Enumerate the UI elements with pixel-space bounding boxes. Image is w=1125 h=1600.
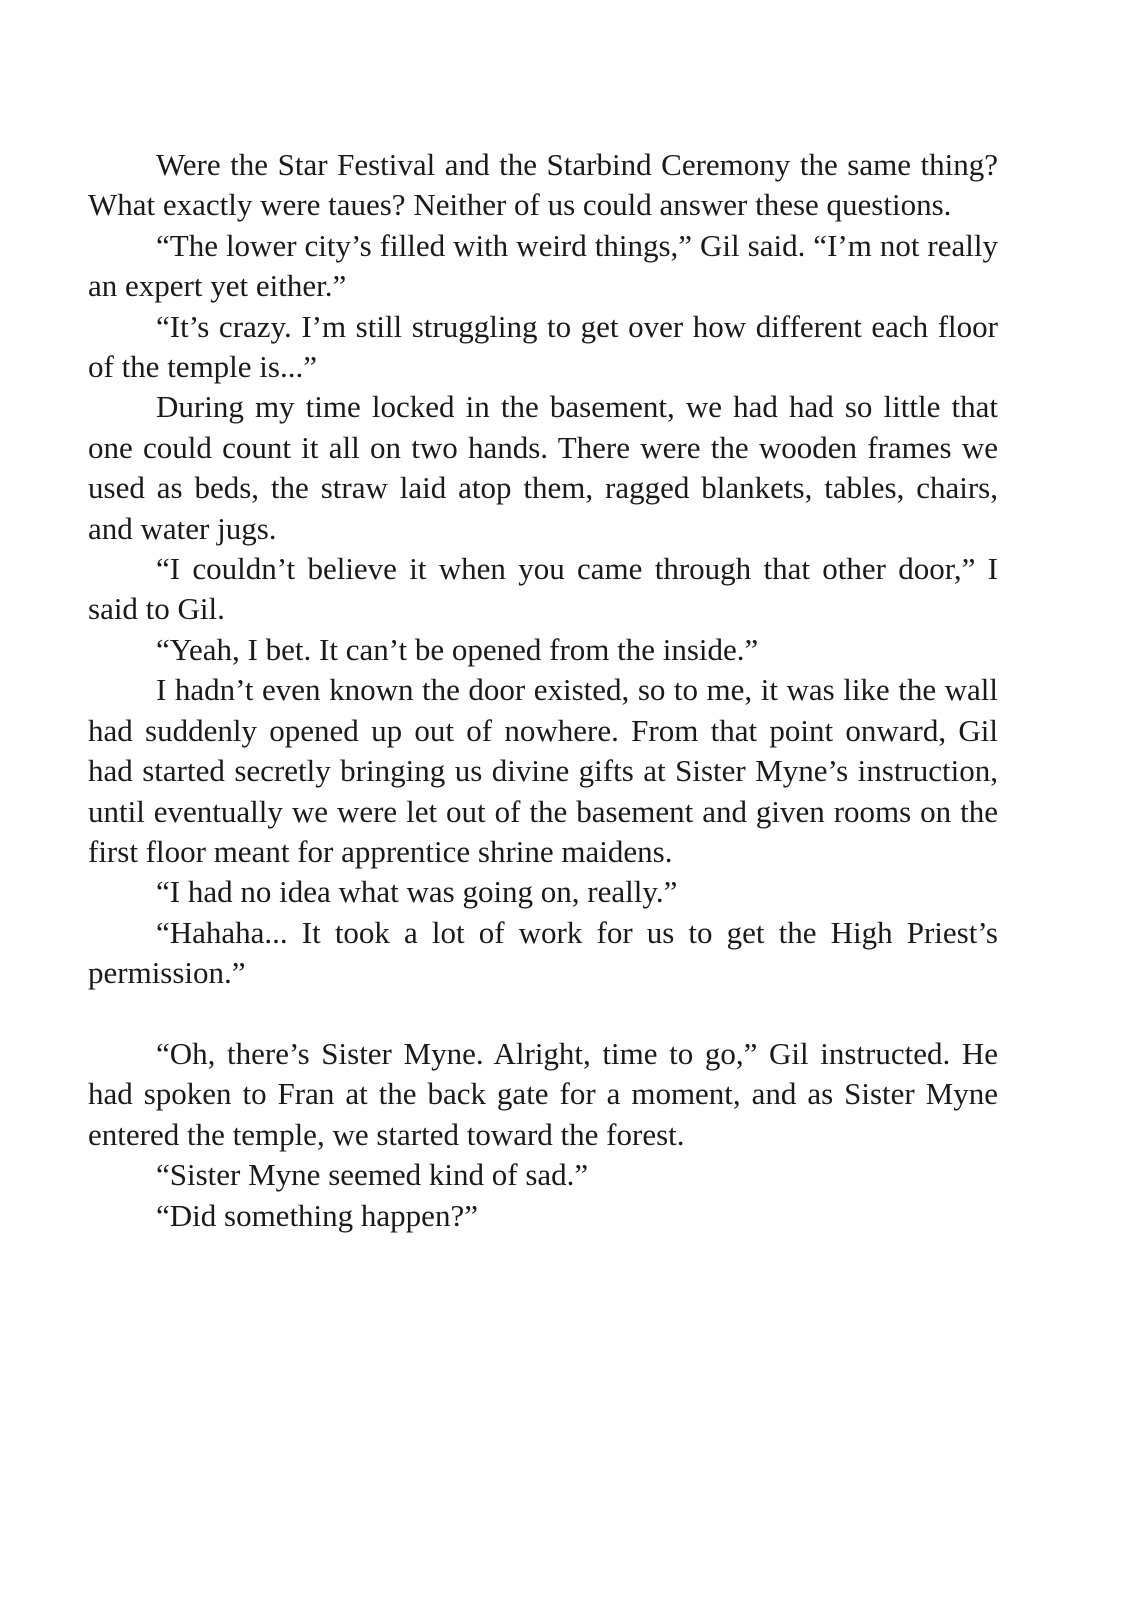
paragraph: “It’s crazy. I’m still struggling to get over how different each floor of the temple is...” xyxy=(88,308,998,385)
paragraph: “Yeah, I bet. It can’t be opened from the inside.” xyxy=(156,631,759,667)
paragraph: “Sister Myne seemed kind of sad.” xyxy=(156,1157,589,1193)
paragraph: Were the Star Festival and the Starbind Ceremony the same thing? What exactly were taues? Neither of us could answer these questions. xyxy=(88,147,998,223)
body-text xyxy=(88,145,998,1236)
paragraph: “Hahaha... It took a lot of work for us to get the High Priest’s permission.” xyxy=(88,914,998,991)
paragraph: “Oh, there’s Sister Myne. Alright, time to go,” Gil instructed. He had spoken to Fran at the back gate for a moment, and as Sister Myne entered the temple, we started toward the forest. xyxy=(88,1035,998,1152)
paragraph: “Did something happen?” xyxy=(156,1197,478,1233)
paragraph: “I had no idea what was going on, really.” xyxy=(156,874,678,910)
paragraph: During my time locked in the basement, we had had so little that one could count it all on two hands. There were the wooden frames we used as beds, the straw laid atop them, ragged blankets, tables, chairs, and water jugs. xyxy=(88,389,998,546)
paragraph: “The lower city’s filled with weird things,” Gil said. “I’m not really an expert yet either.” xyxy=(88,227,998,304)
paragraph: “I couldn’t believe it when you came through that other door,” I said to Gil. xyxy=(88,551,998,627)
paragraph: I hadn’t even known the door existed, so to me, it was like the wall had suddenly opened up out of nowhere. From that point onward, Gil had started secretly bringing us divine gifts at Sister Myne’s instruction, until eventually we were let out of the basement and given rooms on the first floor meant for apprentice shrine maidens. xyxy=(88,672,998,869)
